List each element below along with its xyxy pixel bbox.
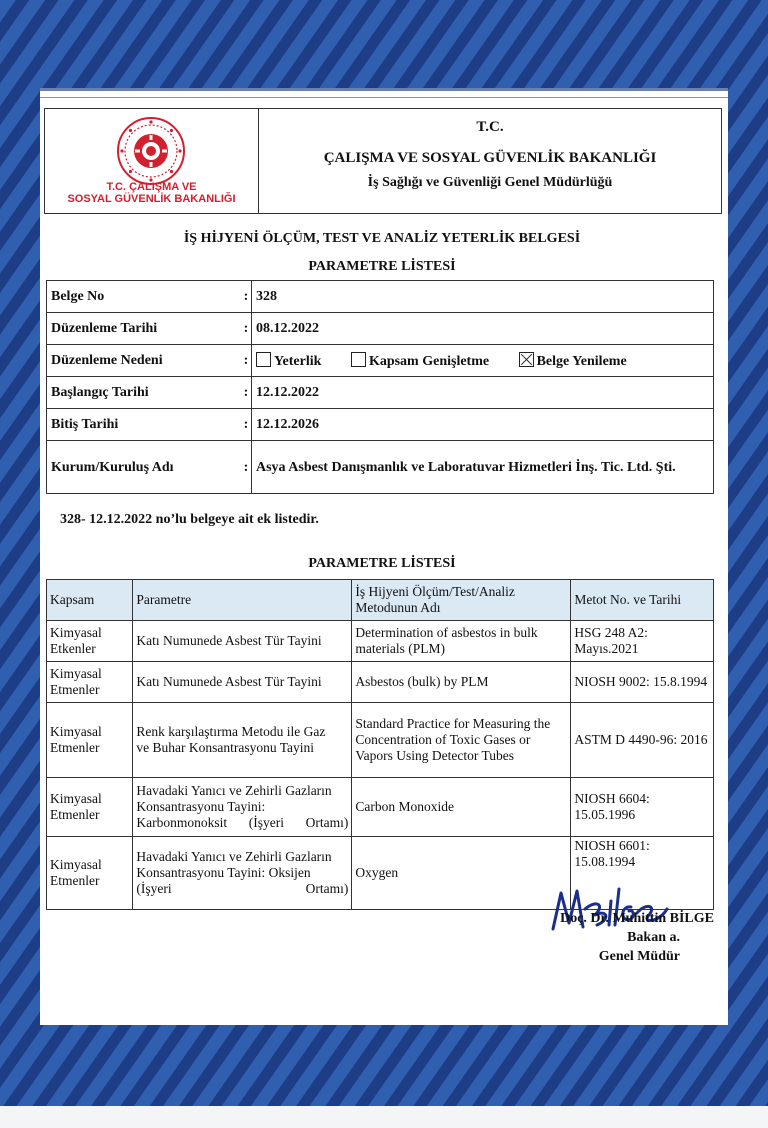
parameter-list-title: PARAMETRE LİSTESİ xyxy=(308,556,456,571)
top-rule xyxy=(40,97,728,98)
column-header: Metot No. ve Tarihi xyxy=(571,580,714,621)
info-label: Düzenleme Tarihi xyxy=(47,313,242,345)
info-value: 12.12.2026 xyxy=(252,409,714,441)
cell-metod: Carbon Monoxide xyxy=(352,778,571,837)
table-row xyxy=(47,621,714,662)
table-row xyxy=(47,703,714,778)
info-separator: : xyxy=(241,345,252,377)
cell-metod: Oxygen xyxy=(352,837,571,910)
option-label: Yeterlik xyxy=(274,353,322,369)
info-value: 12.12.2022 xyxy=(252,377,714,409)
info-row xyxy=(47,345,714,377)
option-label: Kapsam Genişletme xyxy=(368,353,490,369)
cell-metot-no: ASTM D 4490-96: 2016 xyxy=(571,703,714,778)
column-header: Kapsam xyxy=(47,580,133,621)
cell-parametre: Renk karşılaştırma Metodu ile Gaz ve Buhar Konsantrasyonu Tayini xyxy=(133,703,352,778)
info-separator: : xyxy=(241,409,252,441)
info-value: 328 xyxy=(252,281,714,313)
signatory-name: Doç. Dr. Muhittin BİLGE xyxy=(560,911,714,926)
column-header: Parametre xyxy=(133,580,352,621)
cell-metod: Asbestos (bulk) by PLM xyxy=(352,662,571,703)
cell-kapsam: Kimyasal Etmenler xyxy=(47,703,133,778)
info-label: Bitiş Tarihi xyxy=(47,409,242,441)
cell-parametre: Havadaki Yanıcı ve Zehirli Gazların Konsantrasyonu Tayini: Karbonmonoksit (İşyeri Ortamı) xyxy=(133,778,352,837)
header-tc: T.C. xyxy=(476,119,504,135)
info-value: 08.12.2022 xyxy=(252,313,714,345)
cell-kapsam: Kimyasal Etmenler xyxy=(47,662,133,703)
document-title: İŞ HİJYENİ ÖLÇÜM, TEST VE ANALİZ YETERLİK BELGESİ xyxy=(183,231,581,246)
checkbox-unchecked-icon xyxy=(351,352,366,367)
cell-kapsam: Kimyasal Etmenler xyxy=(47,837,133,910)
cell-metot-no: NIOSH 6604: 15.05.1996 xyxy=(571,778,714,837)
info-row xyxy=(47,441,714,494)
cell-parametre: Havadaki Yanıcı ve Zehirli Gazların Konsantrasyonu Tayini: Oksijen (İşyeri Ortamı) xyxy=(133,837,352,910)
cell-kapsam: Kimyasal Etmenler xyxy=(47,778,133,837)
header-title-cell xyxy=(259,109,721,213)
org-name-line1: T.C. ÇALIŞMA VE xyxy=(106,181,197,193)
certificate-info-table xyxy=(46,280,714,494)
info-separator: : xyxy=(241,377,252,409)
info-row xyxy=(47,313,714,345)
reason-options-cell xyxy=(252,345,714,377)
cell-metot-no: NIOSH 9002: 15.8.1994 xyxy=(571,662,714,703)
reason-option-kapsam xyxy=(351,354,489,369)
cell-metod: Standard Practice for Measuring the Concentration of Toxic Gases or Vapors Using Detector Tubes xyxy=(352,703,571,778)
certificate-page xyxy=(40,88,728,1025)
cell-metot-no: HSG 248 A2: Mayıs.2021 xyxy=(571,621,714,662)
info-label: Düzenleme Nedeni xyxy=(47,345,242,377)
info-label: Belge No xyxy=(47,281,242,313)
info-row xyxy=(47,377,714,409)
reason-option-yeterlik xyxy=(256,354,321,369)
checkbox-unchecked-icon xyxy=(256,352,271,367)
info-separator: : xyxy=(241,313,252,345)
info-row xyxy=(47,409,714,441)
cell-parametre: Katı Numunede Asbest Tür Tayini xyxy=(133,621,352,662)
table-row xyxy=(47,778,714,837)
ministry-logo-cell xyxy=(45,109,259,213)
parameter-header-row xyxy=(47,580,714,621)
signatory-role: Bakan a. xyxy=(627,930,680,945)
signatory-title: Genel Müdür xyxy=(598,949,680,964)
info-separator: : xyxy=(241,281,252,313)
annex-note: 328- 12.12.2022 no’lu belgeye ait ek listedir. xyxy=(60,512,319,527)
header-ministry: ÇALIŞMA VE SOSYAL GÜVENLİK BAKANLIĞI xyxy=(323,150,657,166)
reason-option-yenileme xyxy=(519,354,627,369)
table-row xyxy=(47,662,714,703)
parameter-table xyxy=(46,579,714,910)
cell-parametre: Katı Numunede Asbest Tür Tayini xyxy=(133,662,352,703)
document-subtitle: PARAMETRE LİSTESİ xyxy=(308,259,456,274)
checkbox-checked-icon xyxy=(519,352,534,367)
ministry-seal-icon xyxy=(115,115,187,187)
org-name-line2: SOSYAL GÜVENLİK BAKANLIĞI xyxy=(67,193,236,205)
info-row xyxy=(47,281,714,313)
header-box xyxy=(44,108,722,214)
cell-metod: Determination of asbestos in bulk materials (PLM) xyxy=(352,621,571,662)
info-value: Asya Asbest Danışmanlık ve Laboratuvar Hizmetleri İnş. Tic. Ltd. Şti. xyxy=(252,441,714,494)
cell-kapsam: Kimyasal Etkenler xyxy=(47,621,133,662)
cell-metot-no: NIOSH 6601: 15.08.1994 xyxy=(571,837,714,910)
header-directorate: İş Sağlığı ve Güvenliği Genel Müdürlüğü xyxy=(367,175,613,190)
info-label: Kurum/Kuruluş Adı xyxy=(47,441,242,494)
column-header: İş Hijyeni Ölçüm/Test/Analiz Metodunun Adı xyxy=(352,580,571,621)
info-label: Başlangıç Tarihi xyxy=(47,377,242,409)
option-label: Belge Yenileme xyxy=(536,353,627,369)
info-separator: : xyxy=(241,441,252,494)
